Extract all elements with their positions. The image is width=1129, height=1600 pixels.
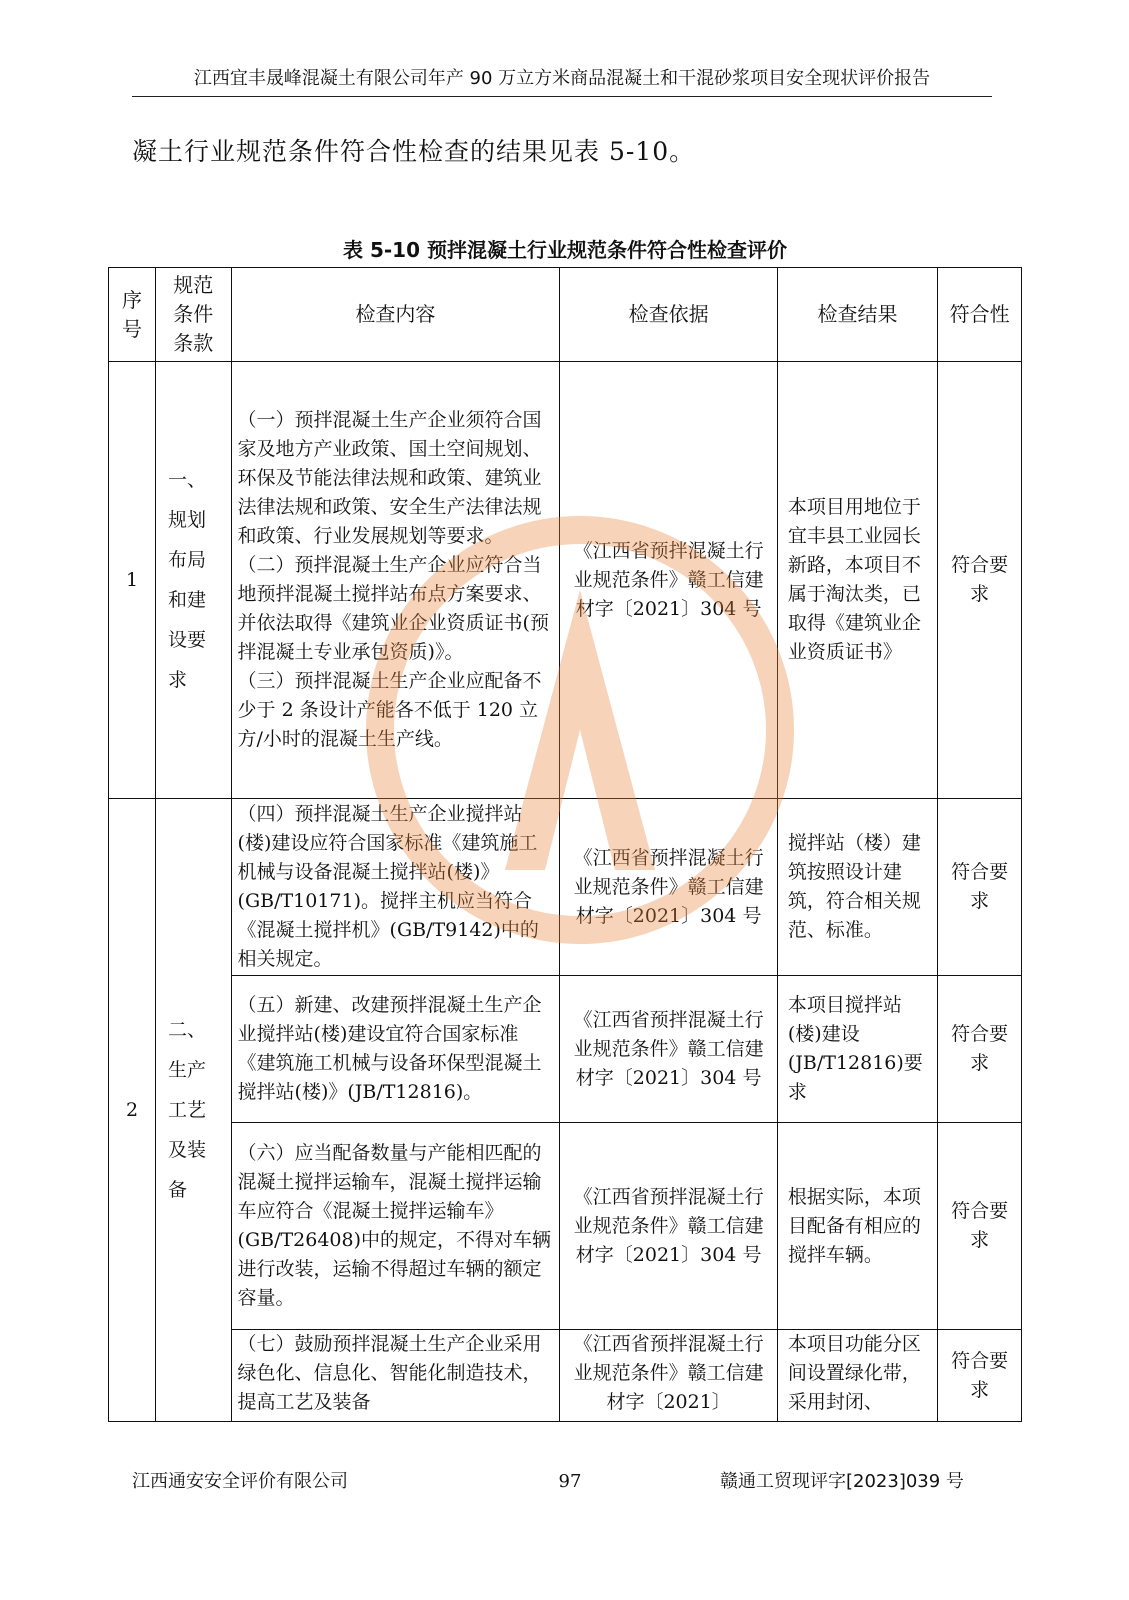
row-compliance: 符合要求	[938, 1123, 1022, 1330]
footer-doc-number: 赣通工贸现评字[2023]039 号	[720, 1471, 964, 1492]
row-basis: 《江西省预拌混凝土行业规范条件》赣工信建材字〔2021〕304 号	[560, 362, 778, 799]
row-clause	[155, 799, 231, 1422]
row-number: 1	[109, 362, 156, 799]
row-result: 根据实际，本项目配备有相应的搅拌车辆。	[777, 1123, 937, 1330]
row-result: 搅拌站（楼）建筑按照设计建筑，符合相关规范、标准。	[777, 799, 937, 976]
footer-company: 江西通安安全评价有限公司	[132, 1471, 348, 1492]
header-clause: 规范条件条款	[155, 268, 231, 362]
row-result: 本项目搅拌站(楼)建设(JB/T12816)要求	[777, 976, 937, 1123]
row-content: （七）鼓励预拌混凝土生产企业采用绿色化、信息化、智能化制造技术，提高工艺及装备	[231, 1330, 560, 1422]
row-number: 2	[109, 799, 156, 1422]
row-compliance: 符合要求	[938, 1330, 1022, 1422]
table-row	[109, 362, 1022, 799]
row-result: 本项目功能分区间设置绿化带，采用封闭、	[777, 1330, 937, 1422]
row-result: 本项目用地位于宜丰县工业园长新路，本项目不属于淘汰类，已取得《建筑业企业资质证书》	[777, 362, 937, 799]
table-row	[109, 799, 1022, 976]
row-basis: 《江西省预拌混凝土行业规范条件》赣工信建材字〔2021〕	[560, 1330, 778, 1422]
clause-text: 一、规划布局和建设要求	[167, 469, 206, 691]
header-basis: 检查依据	[560, 268, 778, 362]
row-basis: 《江西省预拌混凝土行业规范条件》赣工信建材字〔2021〕304 号	[560, 799, 778, 976]
compliance-table	[108, 267, 1022, 1422]
header-compliance: 符合性	[938, 268, 1022, 362]
row-compliance: 符合要求	[938, 976, 1022, 1123]
table-row	[109, 1330, 1022, 1422]
row-basis: 《江西省预拌混凝土行业规范条件》赣工信建材字〔2021〕304 号	[560, 1123, 778, 1330]
row-compliance: 符合要求	[938, 362, 1022, 799]
clause-text: 二、生产工艺及装备	[167, 1019, 206, 1201]
table-header-row	[109, 268, 1022, 362]
row-clause	[155, 362, 231, 799]
header-num: 序号	[109, 268, 156, 362]
content-paragraph: （三）预拌混凝土生产企业应配备不少于 2 条设计产能各不低于 120 立方/小时的混凝土生产线。	[237, 670, 542, 750]
row-content: （五）新建、改建预拌混凝土生产企业搅拌站(楼)建设宜符合国家标准《建筑施工机械与设备环保型混凝土搅拌站(楼)》(JB/T12816)。	[231, 976, 560, 1123]
content-paragraph: （一）预拌混凝土生产企业须符合国家及地方产业政策、国土空间规划、环保及节能法律法规和政策、建筑业法律法规和政策、安全生产法律法规和政策、行业发展规划等要求。	[237, 409, 542, 547]
row-content	[231, 362, 560, 799]
header-content: 检查内容	[231, 268, 560, 362]
row-content: （四）预拌混凝土生产企业搅拌站(楼)建设应符合国家标准《建筑施工机械与设备混凝土搅拌站(楼)》(GB/T10171)。搅拌主机应当符合《混凝土搅拌机》(GB/T9142)中的相关规定。	[231, 799, 560, 976]
page-header: 江西宜丰晟峰混凝土有限公司年产 90 万立方米商品混凝土和干混砂浆项目安全现状评价报告	[132, 66, 992, 97]
row-compliance: 符合要求	[938, 799, 1022, 976]
row-basis: 《江西省预拌混凝土行业规范条件》赣工信建材字〔2021〕304 号	[560, 976, 778, 1123]
table-row	[109, 976, 1022, 1123]
footer-page-number: 97	[558, 1471, 582, 1492]
table-row	[109, 1123, 1022, 1330]
row-content: （六）应当配备数量与产能相匹配的混凝土搅拌运输车，混凝土搅拌运输车应符合《混凝土搅拌运输车》(GB/T26408)中的规定，不得对车辆进行改装，运输不得超过车辆的额定容量。	[231, 1123, 560, 1330]
intro-paragraph: 凝土行业规范条件符合性检查的结果见表 5-10。	[132, 137, 696, 166]
header-result: 检查结果	[777, 268, 937, 362]
table-caption: 表 5-10 预拌混凝土行业规范条件符合性检查评价	[343, 238, 787, 262]
content-paragraph: （二）预拌混凝土生产企业应符合当地预拌混凝土搅拌站布点方案要求、并依法取得《建筑业企业资质证书(预拌混凝土专业承包资质)》。	[237, 554, 549, 663]
